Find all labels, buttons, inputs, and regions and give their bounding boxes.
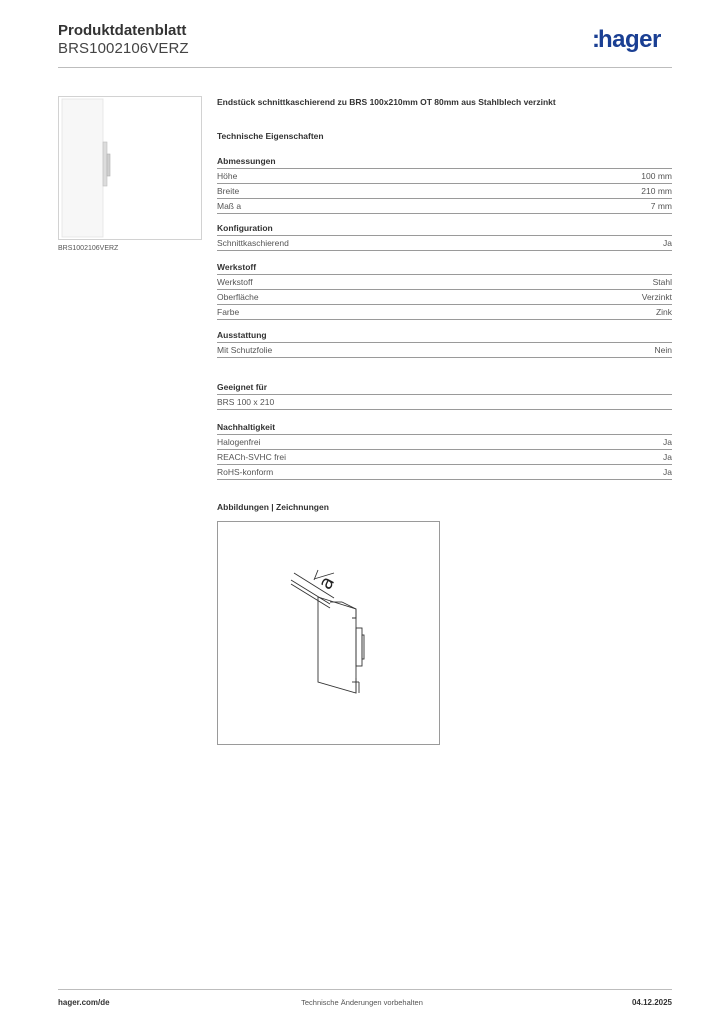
figures-heading: Abbildungen | Zeichnungen	[217, 502, 329, 512]
property-value: Verzinkt	[641, 292, 672, 302]
property-row	[217, 465, 672, 480]
group-title: Nachhaltigkeit	[217, 421, 672, 435]
header-divider	[58, 67, 672, 68]
property-row	[217, 435, 672, 450]
property-value: 7 mm	[650, 201, 672, 211]
property-label: Oberfläche	[217, 292, 259, 302]
footer-divider	[58, 989, 672, 990]
property-label: BRS 100 x 210	[217, 397, 275, 407]
property-value: Ja	[663, 238, 672, 248]
property-value: Nein	[654, 345, 672, 355]
group-abmessungen	[217, 155, 672, 214]
group-werkstoff	[217, 261, 672, 320]
property-value: Stahl	[652, 277, 672, 287]
page-title: Produktdatenblatt	[58, 22, 187, 39]
property-value: Ja	[663, 467, 672, 477]
footer-date: 04.12.2025	[631, 998, 672, 1007]
group-nachhaltigkeit	[217, 421, 672, 480]
product-image	[58, 96, 202, 240]
group-title: Abmessungen	[217, 155, 672, 169]
property-row	[217, 275, 672, 290]
property-label: Maß a	[217, 201, 242, 211]
property-label: REACh-SVHC frei	[217, 452, 286, 462]
property-row	[217, 290, 672, 305]
group-geeignet-fuer	[217, 381, 672, 410]
property-row	[217, 305, 672, 320]
property-row	[217, 199, 672, 214]
property-value: 210 mm	[641, 186, 672, 196]
property-row	[217, 395, 672, 410]
group-title: Werkstoff	[217, 261, 672, 275]
property-row	[217, 236, 672, 251]
property-value: 100 mm	[641, 171, 672, 181]
property-label: Werkstoff	[217, 277, 253, 287]
footer-notice: Technische Änderungen vorbehalten	[301, 998, 423, 1007]
group-title: Konfiguration	[217, 222, 672, 236]
property-value: Ja	[663, 437, 672, 447]
group-konfiguration	[217, 222, 672, 251]
hager-logo[interactable]: :hager	[592, 26, 661, 53]
property-label: Breite	[217, 186, 240, 196]
property-label: Höhe	[217, 171, 238, 181]
property-label: Farbe	[217, 307, 240, 317]
property-label: Schnittkaschierend	[217, 238, 289, 248]
property-value: Zink	[655, 307, 672, 317]
product-code: BRS1002106VERZ	[58, 40, 189, 57]
property-row	[217, 450, 672, 465]
property-row	[217, 184, 672, 199]
footer-website-link[interactable]: hager.com/de	[58, 998, 110, 1007]
product-description: Endstück schnittkaschierend zu BRS 100x210mm OT 80mm aus Stahlblech verzinkt	[217, 97, 556, 107]
group-ausstattung	[217, 329, 672, 358]
technical-heading: Technische Eigenschaften	[217, 131, 324, 141]
property-row	[217, 343, 672, 358]
logo-text: hager	[598, 26, 661, 53]
group-title: Ausstattung	[217, 329, 672, 343]
property-row	[217, 169, 672, 184]
end-piece-drawing	[218, 522, 439, 744]
technical-drawing	[217, 521, 440, 745]
property-label: Mit Schutzfolie	[217, 345, 273, 355]
property-label: Halogenfrei	[217, 437, 261, 447]
group-title: Geeignet für	[217, 381, 672, 395]
property-label: RoHS-konform	[217, 467, 274, 477]
property-value: Ja	[663, 452, 672, 462]
dimension-label: a	[314, 572, 340, 594]
product-image-caption: BRS1002106VERZ	[58, 245, 119, 252]
product-photo	[59, 97, 201, 239]
